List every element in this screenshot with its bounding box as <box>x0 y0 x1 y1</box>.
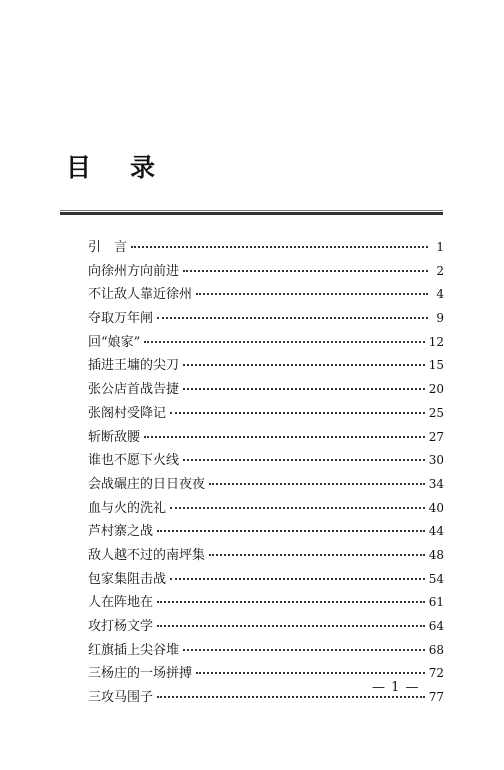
dot-leader <box>196 660 425 674</box>
toc-entry-title: 引 言 <box>88 240 128 255</box>
toc-entry-page: 34 <box>428 476 444 491</box>
toc-entry[interactable] <box>88 568 444 592</box>
toc-entry-page: 44 <box>428 524 444 539</box>
toc-entry-page: 25 <box>428 405 444 420</box>
toc-entry[interactable] <box>88 497 444 521</box>
toc-entry[interactable] <box>88 426 444 450</box>
toc-entry-title: 攻打杨文学 <box>88 619 154 634</box>
dot-leader <box>183 637 425 651</box>
dot-leader <box>170 495 425 509</box>
toc-entry[interactable] <box>88 544 444 568</box>
toc-entry[interactable] <box>88 307 444 331</box>
toc-entry-title: 向徐州方向前进 <box>88 263 180 279</box>
toc-entry[interactable] <box>88 615 444 639</box>
page-number: — 1 — <box>372 680 420 695</box>
toc-entry[interactable] <box>88 331 444 355</box>
toc-entry-title: 红旗插上尖谷堆 <box>88 642 180 658</box>
dot-leader <box>183 352 425 366</box>
toc-entry-page: 48 <box>428 547 444 562</box>
dot-leader <box>157 589 425 603</box>
toc-entry[interactable] <box>88 473 444 497</box>
toc-entry-page: 54 <box>428 571 444 586</box>
dot-leader <box>183 447 425 461</box>
toc-entry-title: 芦村寨之战 <box>88 524 154 540</box>
title-divider <box>60 210 443 216</box>
toc-entry[interactable] <box>88 402 444 426</box>
toc-entry[interactable] <box>88 520 444 544</box>
toc-entry-page: 27 <box>428 429 444 444</box>
dot-leader <box>209 542 425 556</box>
dot-leader <box>209 471 425 485</box>
dot-leader <box>170 400 425 414</box>
dot-leader <box>131 234 428 248</box>
toc-entry-title: 谁也不愿下火线 <box>88 453 180 469</box>
toc-entry[interactable] <box>88 378 444 402</box>
toc-entry-title: 张阁村受降记 <box>88 405 167 421</box>
dot-leader <box>157 305 428 319</box>
toc-entry-page: 15 <box>428 358 444 373</box>
toc-entry-page: 2 <box>436 263 444 278</box>
toc-entry-page: 72 <box>428 666 444 681</box>
dot-leader <box>157 613 425 627</box>
toc-entry[interactable] <box>88 236 444 260</box>
dot-leader <box>144 424 425 438</box>
dot-leader <box>196 281 428 295</box>
toc-entry-page: 1 <box>436 240 444 254</box>
toc-entry-title: 三杨庄的一场拼搏 <box>88 666 193 682</box>
toc-entry-page: 64 <box>428 619 444 633</box>
toc-entry-page: 20 <box>428 382 444 397</box>
toc-entry-page: 12 <box>428 334 444 349</box>
toc-entry-title: 敌人越不过的南坪集 <box>88 547 206 563</box>
toc-entry-title: 回“娘家” <box>88 334 141 350</box>
toc-entry-page: 4 <box>436 287 444 302</box>
toc-entry-page: 30 <box>428 453 444 468</box>
title-char-2: 录 <box>130 153 156 182</box>
divider-thin-line <box>60 210 443 211</box>
toc-entry[interactable] <box>88 639 444 663</box>
toc-entry-page: 9 <box>436 311 444 326</box>
toc-entry-title: 三攻马围子 <box>88 690 154 706</box>
toc-entry-title: 包家集阻击战 <box>88 571 167 587</box>
toc-entry-title: 血与火的洗礼 <box>88 500 167 516</box>
dot-leader <box>144 329 424 343</box>
toc-entry-page: 68 <box>428 642 444 657</box>
title-char-1: 目 <box>66 153 92 182</box>
toc-entry-title: 斩断敌腰 <box>88 429 141 445</box>
dot-leader <box>183 376 425 390</box>
toc-entry[interactable] <box>88 260 444 284</box>
toc-entry-title: 夺取万年闸 <box>88 311 154 327</box>
toc-entry-page: 77 <box>428 690 444 705</box>
toc-entry-page: 61 <box>428 595 444 610</box>
toc-entry-title: 不让敌人靠近徐州 <box>88 287 193 303</box>
toc-entry-title: 插进王墉的尖刀 <box>88 358 180 374</box>
toc-entry-title: 人在阵地在 <box>88 595 154 611</box>
divider-thick-line <box>60 212 443 215</box>
table-of-contents <box>88 236 444 710</box>
toc-entry[interactable] <box>88 354 444 378</box>
toc-entry-page: 40 <box>428 500 444 515</box>
dot-leader <box>157 518 425 532</box>
toc-entry[interactable] <box>88 449 444 473</box>
dot-leader <box>170 566 425 580</box>
toc-entry-title: 会战碾庄的日日夜夜 <box>88 476 206 492</box>
toc-entry[interactable] <box>88 283 444 307</box>
toc-entry-title: 张公店首战告捷 <box>88 382 180 398</box>
toc-entry[interactable] <box>88 591 444 615</box>
dot-leader <box>183 258 428 272</box>
